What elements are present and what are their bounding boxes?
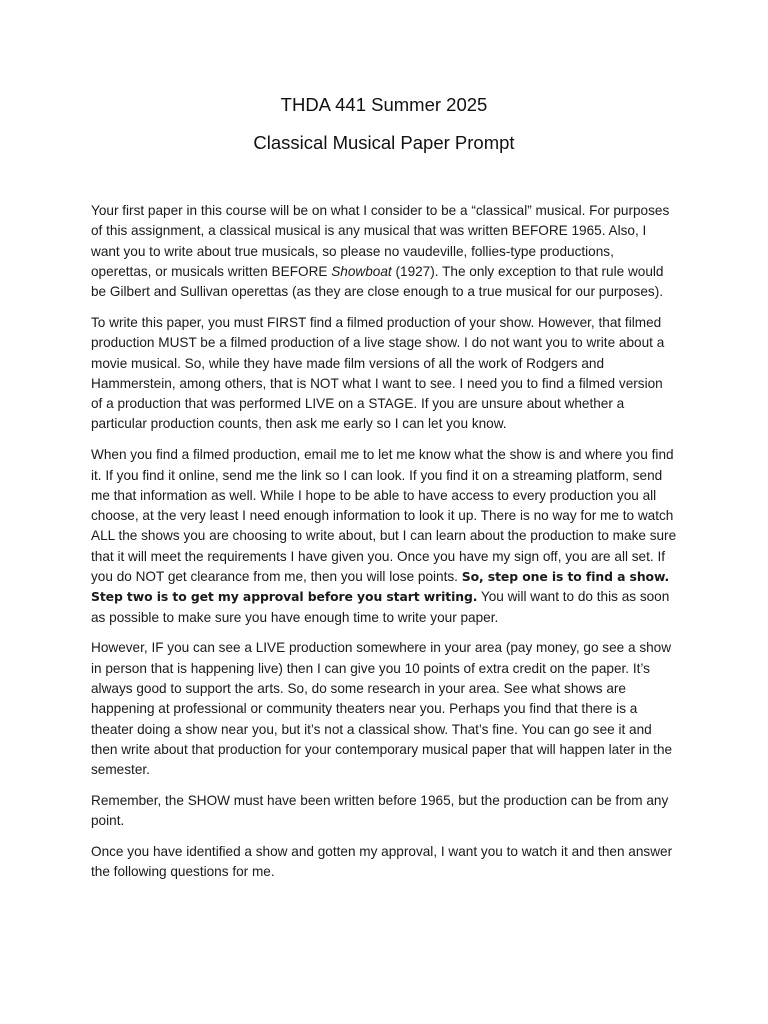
paragraph-intro: [91, 201, 677, 302]
paragraph-reminder: Remember, the SHOW must have been written before 1965, but the production can be from any point.: [91, 793, 669, 829]
prompt-title: Classical Musical Paper Prompt: [253, 132, 515, 153]
course-title: THDA 441 Summer 2025: [280, 94, 488, 115]
paragraph-approval-text-b: You will want to do this as soon as possible to make sure you have enough time to write your paper.: [91, 589, 670, 625]
paragraph-approval-text-a: When you find a filmed production, email me to let me know what the show is and where you find it. If you find it online, send me the link so I can look. If you find it on a streaming platform, send me that information as well. While I hope to be able to have access to every production you all choose, at the very least I need enough information to look it up. There is no way for me to watch ALL the shows you are choosing to write about, but I can learn about the production to make sure that it will meet the requirements I have given you. Once you have my sign off, you are all set. If you do NOT get clearance from me, then you will lose points.: [91, 447, 677, 585]
document-body: [91, 201, 677, 893]
showboat-title: Showboat: [331, 263, 392, 279]
paragraph-intro-text-a: Your first paper in this course will be on what I consider to be a “classical” musical. For purposes of this assignment, a classical musical is any musical that was written BEFORE 1965. Also, I want you to write about true musicals, so please no vaudeville, follies-type productions, operettas, or musicals written BEFORE: [91, 203, 670, 279]
paragraph-filmed-production: To write this paper, you must FIRST find a filmed production of your show. However, that filmed production MUST be a filmed production of a live stage show. I do not want you to write about a movie musical. So, while they have made film versions of all the work of Rodgers and Hammerstein, among others, that is NOT what I want to see. I need you to find a filmed version of a production that was performed LIVE on a STAGE. If you are unsure about whether a particular production counts, then ask me early so I can let you know.: [91, 314, 665, 432]
paragraph-approval: [91, 445, 677, 628]
steps-emphasis: So, step one is to find a show. Step two is to get my approval before you start writing.: [91, 569, 670, 605]
paragraph-extra-credit: However, IF you can see a LIVE production somewhere in your area (pay money, go see a show in person that is happening live) then I can give you 10 points of extra credit on the paper. It’s always good to support the arts. So, do some research in your area. See what shows are happening at professional or community theaters near you. Perhaps you find that there is a theater doing a show near you, but it’s not a classical show. That’s fine. You can go see it and then write about that production for your contemporary musical paper that will happen later in the semester.: [91, 640, 673, 778]
paragraph-questions-intro: Once you have identified a show and gotten my approval, I want you to watch it and then answer the following questions for me.: [91, 844, 673, 880]
paragraph-intro-text-b: (1927). The only exception to that rule would be Gilbert and Sullivan operettas (as they are close enough to a true musical for our purposes).: [91, 263, 664, 300]
